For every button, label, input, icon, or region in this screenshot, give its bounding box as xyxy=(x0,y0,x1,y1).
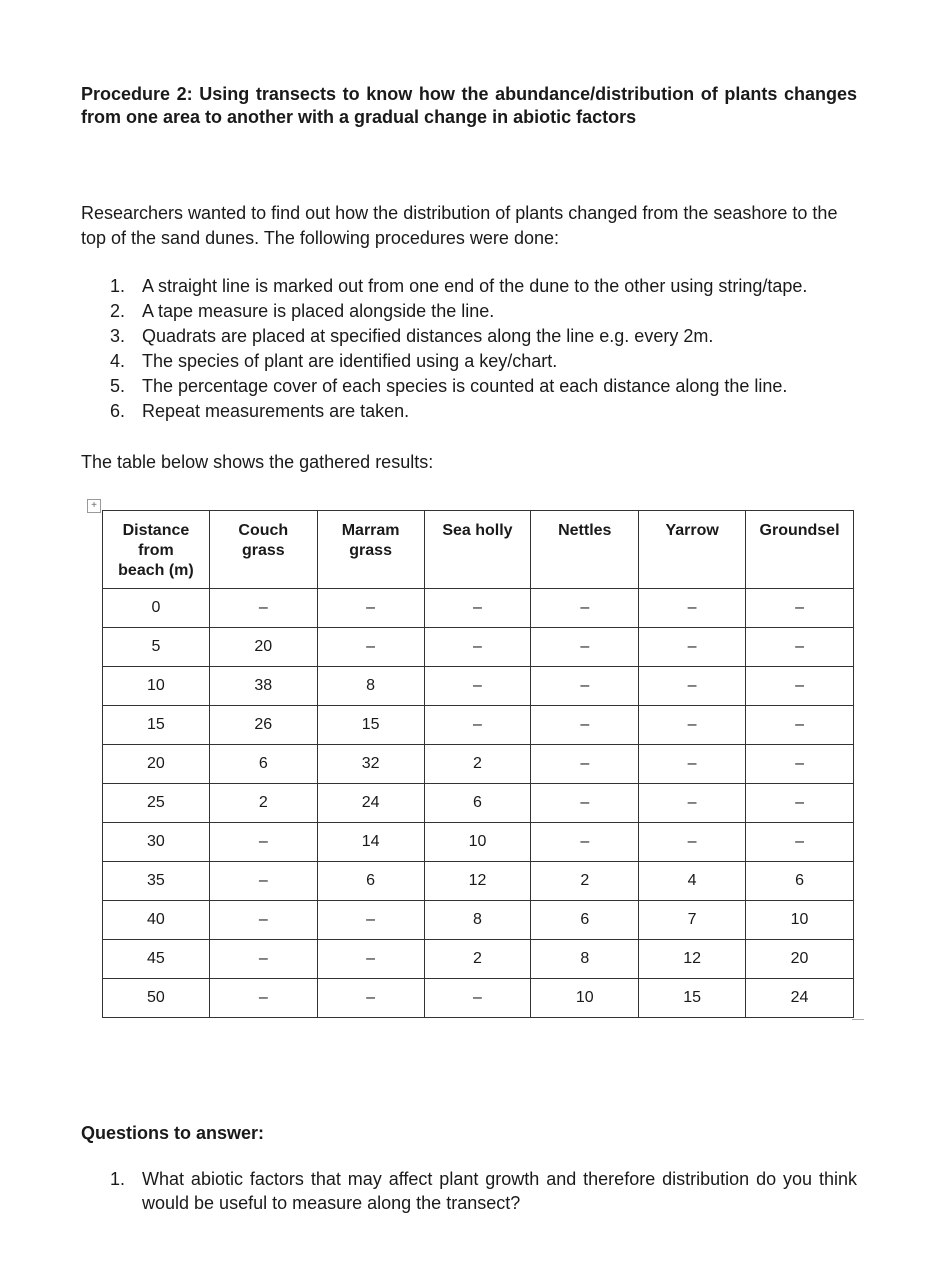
percent-cover-cell: 6 xyxy=(424,784,531,823)
percent-cover-cell: – xyxy=(746,628,854,667)
percent-cover-cell: – xyxy=(209,862,317,901)
percent-cover-cell: – xyxy=(531,823,639,862)
column-header-line: from xyxy=(138,542,174,559)
step-text: The species of plant are identified using a key/chart. xyxy=(142,351,558,371)
column-header xyxy=(531,511,639,589)
percent-cover-cell: – xyxy=(531,589,639,628)
table-intro: The table below shows the gathered results: xyxy=(81,452,434,472)
percent-cover-cell: 2 xyxy=(424,940,531,979)
percent-cover-cell: 8 xyxy=(317,667,424,706)
distance-cell: 50 xyxy=(103,979,210,1018)
percent-cover-cell: – xyxy=(531,628,639,667)
step-text: Repeat measurements are taken. xyxy=(142,401,410,421)
column-header xyxy=(103,511,210,589)
percent-cover-cell: 12 xyxy=(424,862,531,901)
step-text: A straight line is marked out from one end of the dune to the other using string/tape. xyxy=(142,276,808,296)
percent-cover-cell: – xyxy=(746,823,854,862)
percent-cover-cell: – xyxy=(531,667,639,706)
percent-cover-cell: 6 xyxy=(317,862,424,901)
percent-cover-cell: 15 xyxy=(639,979,746,1018)
table-row xyxy=(103,940,854,979)
percent-cover-cell: 12 xyxy=(639,940,746,979)
step-number: 3. xyxy=(110,326,126,346)
distance-cell: 0 xyxy=(103,589,210,628)
questions-list xyxy=(110,1167,857,1215)
percent-cover-cell: 20 xyxy=(746,940,854,979)
percent-cover-cell: 7 xyxy=(639,901,746,940)
column-header xyxy=(424,511,531,589)
column-header-line: Distance xyxy=(122,522,190,539)
table-row xyxy=(103,745,854,784)
percent-cover-cell: – xyxy=(209,589,317,628)
percent-cover-cell: – xyxy=(209,823,317,862)
table-row xyxy=(103,823,854,862)
step-number: 4. xyxy=(110,351,126,371)
column-header xyxy=(639,511,746,589)
percent-cover-cell: 2 xyxy=(424,745,531,784)
column-header-line: grass xyxy=(241,542,285,559)
percent-cover-cell: – xyxy=(209,901,317,940)
percent-cover-cell: – xyxy=(746,589,854,628)
percent-cover-cell: 8 xyxy=(531,940,639,979)
percent-cover-cell: 8 xyxy=(424,901,531,940)
percent-cover-cell: – xyxy=(531,745,639,784)
percent-cover-cell: – xyxy=(639,706,746,745)
percent-cover-cell: – xyxy=(531,784,639,823)
table-row xyxy=(103,628,854,667)
intro-paragraph: Researchers wanted to find out how the distribution of plants changed from the seashore to the top of the sand dunes. The following procedures were done: xyxy=(81,203,838,248)
column-header-line: Couch xyxy=(238,522,289,539)
percent-cover-cell: – xyxy=(317,979,424,1018)
column-header-line: Nettles xyxy=(558,522,612,539)
distance-cell: 35 xyxy=(103,862,210,901)
percent-cover-cell: 38 xyxy=(209,667,317,706)
column-header xyxy=(209,511,317,589)
distance-cell: 40 xyxy=(103,901,210,940)
percent-cover-cell: 2 xyxy=(209,784,317,823)
percent-cover-cell: – xyxy=(639,823,746,862)
question-item xyxy=(110,1167,857,1215)
percent-cover-cell: 4 xyxy=(639,862,746,901)
results-table xyxy=(102,510,854,1018)
percent-cover-cell: 6 xyxy=(531,901,639,940)
column-header xyxy=(317,511,424,589)
procedure-step xyxy=(110,374,870,399)
table-row xyxy=(103,667,854,706)
distance-cell: 5 xyxy=(103,628,210,667)
percent-cover-cell: 10 xyxy=(746,901,854,940)
column-header-line: Yarrow xyxy=(665,522,719,539)
column-header-line: Groundsel xyxy=(759,522,840,539)
table-row xyxy=(103,706,854,745)
procedure-step xyxy=(110,399,870,424)
percent-cover-cell: – xyxy=(639,784,746,823)
percent-cover-cell: – xyxy=(639,628,746,667)
percent-cover-cell: 20 xyxy=(209,628,317,667)
distance-cell: 20 xyxy=(103,745,210,784)
percent-cover-cell: – xyxy=(317,901,424,940)
percent-cover-cell: 15 xyxy=(317,706,424,745)
column-header xyxy=(746,511,854,589)
percent-cover-cell: 26 xyxy=(209,706,317,745)
percent-cover-cell: – xyxy=(209,979,317,1018)
percent-cover-cell: – xyxy=(746,706,854,745)
percent-cover-cell: – xyxy=(317,628,424,667)
table-row xyxy=(103,784,854,823)
step-text: A tape measure is placed alongside the line. xyxy=(142,301,495,321)
step-text: The percentage cover of each species is counted at each distance along the line. xyxy=(142,376,788,396)
column-header-line: beach (m) xyxy=(118,562,194,579)
step-number: 2. xyxy=(110,301,126,321)
percent-cover-cell: 2 xyxy=(531,862,639,901)
question-text: What abiotic factors that may affect plant growth and therefore distribution do you think would be useful to measure along the transect? xyxy=(142,1169,857,1213)
step-number: 5. xyxy=(110,376,126,396)
percent-cover-cell: – xyxy=(424,667,531,706)
distance-cell: 30 xyxy=(103,823,210,862)
percent-cover-cell: – xyxy=(424,589,531,628)
percent-cover-cell: – xyxy=(424,706,531,745)
column-header-line: Marram xyxy=(341,522,400,539)
percent-cover-cell: – xyxy=(424,979,531,1018)
percent-cover-cell: – xyxy=(639,589,746,628)
percent-cover-cell: – xyxy=(424,628,531,667)
percent-cover-cell: – xyxy=(746,667,854,706)
column-header-line: Sea holly xyxy=(442,522,513,539)
percent-cover-cell: 10 xyxy=(424,823,531,862)
step-text: Quadrats are placed at specified distances along the line e.g. every 2m. xyxy=(142,326,714,346)
percent-cover-cell: 6 xyxy=(209,745,317,784)
table-row xyxy=(103,862,854,901)
percent-cover-cell: – xyxy=(531,706,639,745)
table-move-handle-icon[interactable]: + xyxy=(87,499,101,513)
procedure-step xyxy=(110,299,870,324)
percent-cover-cell: 24 xyxy=(317,784,424,823)
distance-cell: 25 xyxy=(103,784,210,823)
question-number: 1. xyxy=(110,1169,126,1189)
table-row xyxy=(103,901,854,940)
procedure-step xyxy=(110,349,870,374)
table-resize-handle[interactable] xyxy=(852,1019,864,1024)
percent-cover-cell: – xyxy=(639,745,746,784)
percent-cover-cell: 32 xyxy=(317,745,424,784)
column-header-line: grass xyxy=(349,542,392,559)
percent-cover-cell: – xyxy=(209,940,317,979)
step-number: 6. xyxy=(110,401,126,421)
procedure-step xyxy=(110,324,870,349)
procedure-steps xyxy=(110,274,870,424)
procedure-heading: Procedure 2: Using transects to know how the abundance/distribution of plants changes from one area to another with a gradual change in abiotic factors xyxy=(81,84,857,127)
percent-cover-cell: 14 xyxy=(317,823,424,862)
distance-cell: 45 xyxy=(103,940,210,979)
table-row xyxy=(103,979,854,1018)
percent-cover-cell: – xyxy=(639,667,746,706)
percent-cover-cell: – xyxy=(317,940,424,979)
percent-cover-cell: – xyxy=(317,589,424,628)
percent-cover-cell: – xyxy=(746,784,854,823)
questions-heading: Questions to answer: xyxy=(81,1123,265,1143)
distance-cell: 15 xyxy=(103,706,210,745)
distance-cell: 10 xyxy=(103,667,210,706)
percent-cover-cell: – xyxy=(746,745,854,784)
step-number: 1. xyxy=(110,276,126,296)
percent-cover-cell: 6 xyxy=(746,862,854,901)
table-row xyxy=(103,589,854,628)
percent-cover-cell: 10 xyxy=(531,979,639,1018)
procedure-step xyxy=(110,274,870,299)
table-header-row xyxy=(103,511,854,589)
percent-cover-cell: 24 xyxy=(746,979,854,1018)
